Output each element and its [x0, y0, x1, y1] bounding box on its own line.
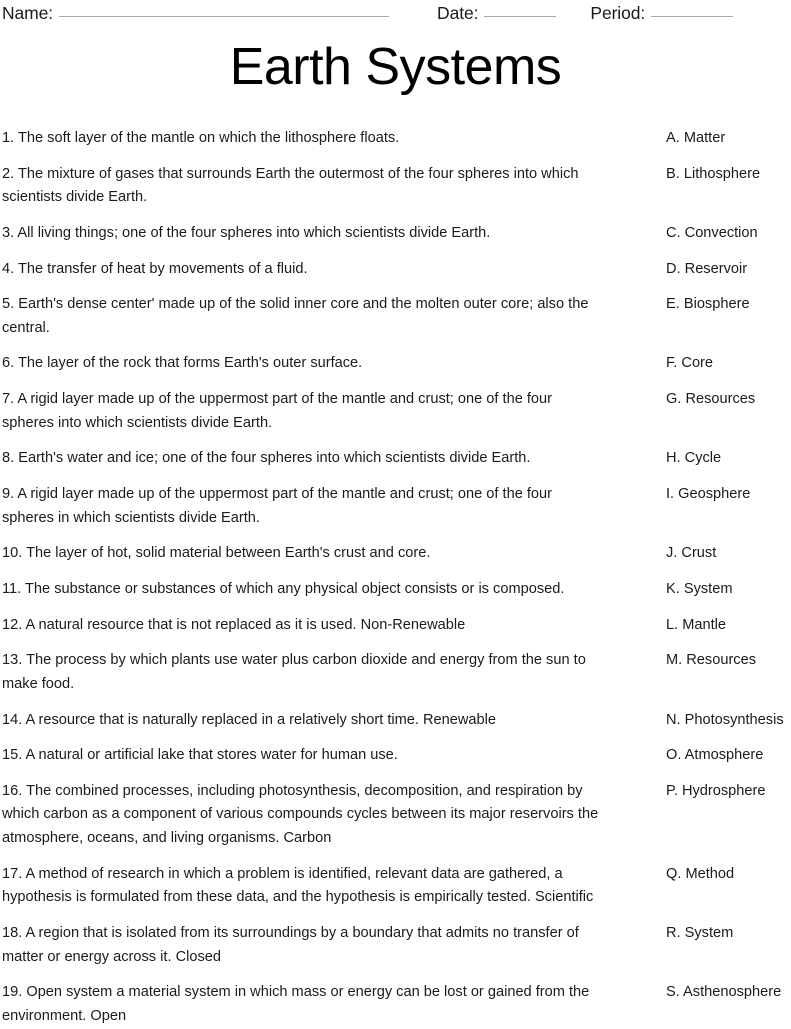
answer-choice[interactable]: C. Convection: [666, 224, 758, 241]
question-text: 17. A method of research in which a problem is identified, relevant data are gathered, a hypothesis is formulated from these data, and the hypothesis is empirically tested. Scientific: [2, 865, 594, 906]
question-text: 1. The soft layer of the mantle on which the lithosphere floats.: [2, 130, 400, 146]
name-label: Name:: [2, 3, 54, 23]
date-input-line[interactable]: [484, 16, 556, 17]
answer-choice[interactable]: M. Resources: [666, 652, 757, 669]
answer-choice[interactable]: H. Cycle: [666, 450, 722, 467]
table-row: [2, 863, 789, 910]
period-field-group: [590, 3, 733, 24]
table-row: [2, 483, 789, 530]
question-text: 5. Earth's dense center' made up of the solid inner core and the molten outer core; also the central.: [2, 296, 589, 336]
question-text: 12. A natural resource that is not replaced as it is used. Non-Renewable: [2, 616, 466, 633]
period-input-line[interactable]: [651, 16, 733, 17]
answer-choice[interactable]: S. Asthenosphere: [666, 984, 782, 1001]
table-row: [2, 780, 789, 851]
answer-choice[interactable]: G. Resources: [666, 391, 756, 408]
question-text: 9. A rigid layer made up of the uppermost part of the mantle and crust; one of the four spheres in which scientists divide Earth.: [2, 486, 553, 526]
question-text: 8. Earth's water and ice; one of the four spheres into which scientists divide Earth.: [2, 450, 531, 467]
table-row: [2, 981, 789, 1028]
question-text: 6. The layer of the rock that forms Earth's outer surface.: [2, 355, 363, 372]
question-text: 15. A natural or artificial lake that stores water for human use.: [2, 747, 398, 764]
date-label: Date:: [437, 3, 479, 23]
answer-choice[interactable]: J. Crust: [666, 545, 717, 562]
table-row: [2, 542, 789, 566]
answer-choice[interactable]: L. Mantle: [666, 616, 727, 633]
name-field-group: [2, 3, 389, 24]
question-text: 13. The process by which plants use water plus carbon dioxide and energy from the sun to make food.: [2, 652, 586, 692]
answer-choice[interactable]: N. Photosynthesis: [666, 711, 784, 728]
table-row: [2, 744, 789, 768]
answer-choice[interactable]: B. Lithosphere: [666, 165, 761, 182]
answer-choice[interactable]: I. Geosphere: [666, 486, 751, 503]
answer-choice[interactable]: R. System: [666, 925, 734, 942]
question-text: 2. The mixture of gases that surrounds Earth the outermost of the four spheres into which scientists divide Earth.: [2, 165, 579, 206]
name-input-line[interactable]: [59, 16, 389, 17]
question-text: 19. Open system a material system in which mass or energy can be lost or gained from the environment. Open: [2, 984, 590, 1024]
answer-choice[interactable]: E. Biosphere: [666, 296, 750, 313]
question-text: 10. The layer of hot, solid material between Earth's crust and core.: [2, 545, 431, 562]
date-field-group: [437, 3, 556, 24]
answer-choice[interactable]: A. Matter: [666, 130, 726, 146]
answer-choice[interactable]: F. Core: [666, 355, 714, 372]
question-text: 3. All living things; one of the four spheres into which scientists divide Earth.: [2, 224, 491, 241]
question-text: 11. The substance or substances of which any physical object consists or is composed.: [2, 580, 565, 597]
table-row: [2, 578, 789, 602]
table-row: [2, 614, 789, 638]
page-title: Earth Systems: [229, 38, 562, 96]
answer-choice[interactable]: O. Atmosphere: [666, 747, 764, 764]
answer-choice[interactable]: Q. Method: [666, 865, 735, 882]
matching-list: [2, 127, 789, 1029]
question-text: 7. A rigid layer made up of the uppermost part of the mantle and crust; one of the four spheres into which scientists divide Earth.: [2, 391, 553, 431]
table-row: [2, 388, 789, 435]
table-row: [2, 649, 789, 696]
table-row: [2, 352, 789, 376]
table-row: [2, 293, 789, 340]
table-row: [2, 127, 789, 151]
question-text: 4. The transfer of heat by movements of a fluid.: [2, 260, 308, 277]
table-row: [2, 447, 789, 471]
question-text: 14. A resource that is naturally replaced in a relatively short time. Renewable: [2, 711, 497, 728]
question-text: 18. A region that is isolated from its surroundings by a boundary that admits no transfer of matter or energy across it. Closed: [2, 925, 579, 965]
table-row: [2, 922, 789, 969]
answer-choice[interactable]: D. Reservoir: [666, 260, 748, 277]
table-row: [2, 222, 789, 246]
table-row: [2, 258, 789, 282]
table-row: [2, 709, 789, 733]
table-row: [2, 163, 789, 210]
answer-choice[interactable]: K. System: [666, 580, 733, 597]
question-text: 16. The combined processes, including photosynthesis, decomposition, and respiration by which carbon as a component of various compounds cycles between its major reservoirs the atmosphere, oceans, and living organisms. Carbon: [2, 782, 599, 847]
worksheet-header: [2, 0, 789, 24]
answer-choice[interactable]: P. Hydrosphere: [666, 782, 766, 799]
period-label: Period:: [590, 3, 646, 23]
